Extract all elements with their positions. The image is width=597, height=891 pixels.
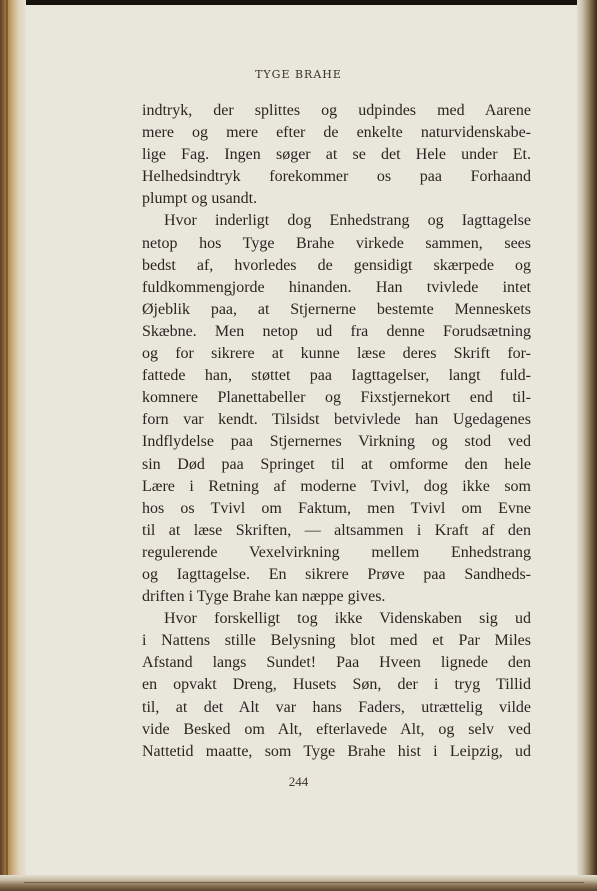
text-line: fattede han, støttet paa Iagttagelser, langt fuld- [142, 367, 531, 385]
text-line: til at læse Skriften, — altsammen i Kraft af den [142, 521, 531, 539]
text-line: i Nattens stille Belysning blot med et Par Miles [142, 632, 531, 650]
book-binding-edge [0, 0, 26, 891]
running-head: TYGE BRAHE [255, 68, 342, 81]
body-text [142, 100, 531, 763]
text-line: en opvakt Dreng, Husets Søn, der i tryg Tillid [142, 676, 531, 694]
text-line: forn var kendt. Tilsidst betvivlede han Ugedagenes [142, 411, 531, 429]
text-line: og for sikrere at kunne læse deres Skrift for- [142, 345, 531, 363]
text-line: Lære i Retning af moderne Tvivl, dog ikke som [142, 477, 531, 495]
text-line: hos os Tvivl om Faktum, men Tvivl om Evne [142, 499, 531, 517]
page-bottom-rule [24, 882, 584, 883]
page-top-edge-shadow [0, 0, 597, 5]
text-line: lige Fag. Ingen søger at se det Hele under Et. [142, 146, 531, 164]
text-line: sin Død paa Springet til at omforme den hele [142, 455, 531, 473]
text-line: plumpt og usandt. [142, 190, 258, 208]
text-line: komnere Planettabeller og Fixstjernekort end til- [142, 389, 531, 407]
text-line: netop hos Tyge Brahe virkede sammen, sees [142, 234, 531, 252]
text-line: Øjeblik paa, at Stjernerne bestemte Menneskets [142, 300, 531, 318]
text-line: driften i Tyge Brahe kan næppe gives. [142, 588, 386, 606]
text-line: Indflydelse paa Stjernernes Virkning og stod ved [142, 433, 531, 451]
text-line: indtryk, der splittes og udpindes med Aarene [142, 102, 531, 119]
text-line: til, at det Alt var hans Faders, utrættelig vilde [142, 698, 531, 716]
text-line: regulerende Vexelvirkning mellem Enhedstrang [142, 543, 531, 561]
page-right-edge-shadow [577, 0, 597, 891]
text-line: fuldkommengjorde hinanden. Han tvivlede intet [142, 278, 531, 296]
text-line: bedst af, hvorledes de gensidigt skærpede og [142, 256, 531, 274]
text-line: Hvor inderligt dog Enhedstrang og Iagttagelse [164, 212, 531, 230]
page-bottom-edge-shadow [0, 875, 597, 891]
text-line: vide Besked om Alt, efterlavede Alt, og selv ved [142, 720, 531, 738]
text-line: Afstand langs Sundet! Paa Hveen lignede den [142, 654, 531, 672]
text-line: Nattetid maatte, som Tyge Brahe hist i Leipzig, ud [142, 742, 531, 760]
text-line: mere og mere efter de enkelte naturvidenskabe- [142, 124, 531, 142]
text-line: Skæbne. Men netop ud fra denne Forudsætning [142, 322, 531, 340]
page-number: 244 [288, 774, 309, 789]
text-line: Hvor forskelligt tog ikke Videnskaben sig ud [164, 610, 531, 628]
text-line: Helhedsindtryk forekommer os paa Forhaand [142, 168, 531, 186]
text-line: og Iagttagelse. En sikrere Prøve paa Sandheds- [142, 565, 531, 583]
